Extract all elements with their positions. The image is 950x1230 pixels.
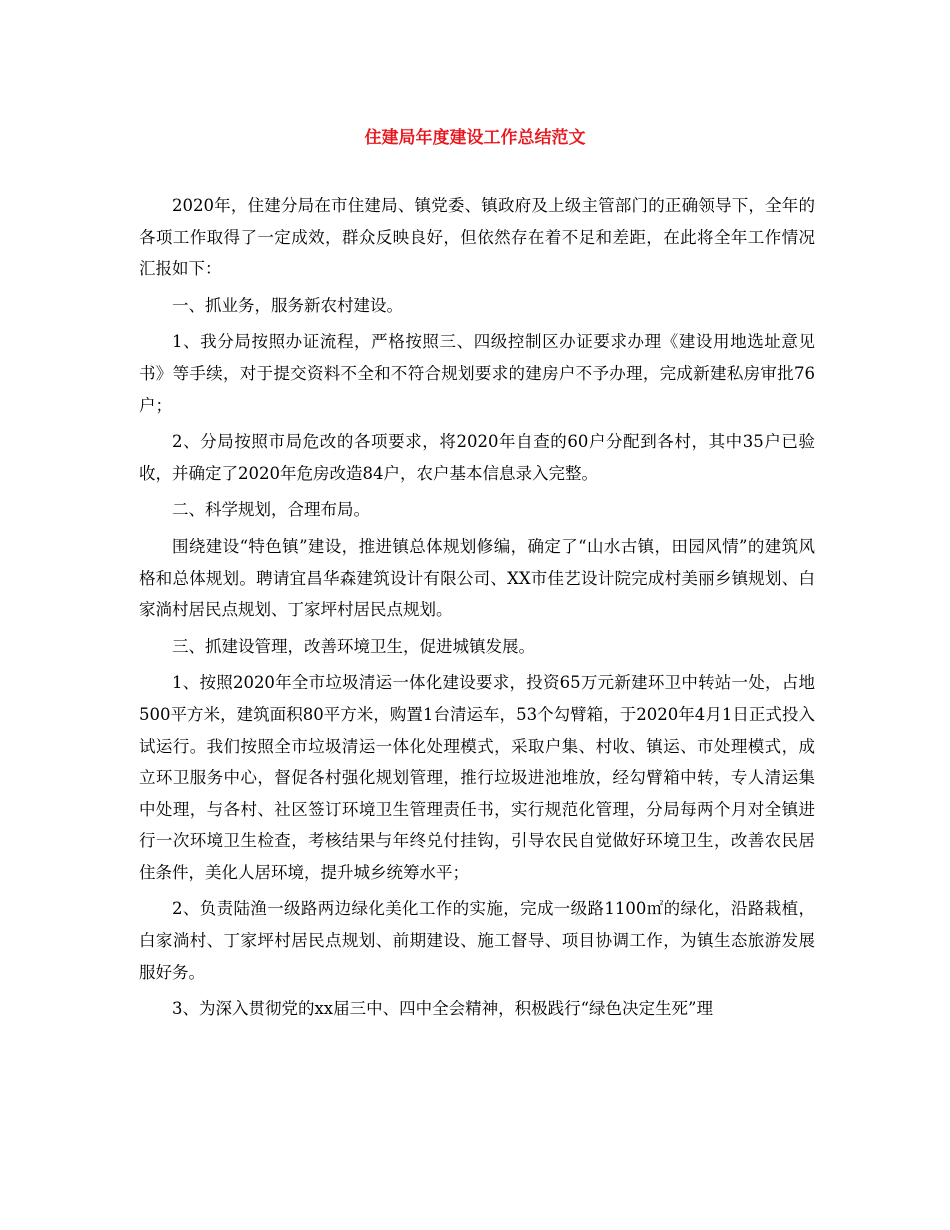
paragraph-1-2: 2、分局按照市局危改的各项要求，将2020年自查的60户分配到各村，其中35户已验收，并确定了2020年危房改造84户，农户基本信息录入完整。 bbox=[139, 432, 815, 483]
paragraph-3-2: 2、负责陆渔一级路两边绿化美化工作的实施，完成一级路1100㎡的绿化，沿路栽植，白家淌村、丁家坪村居民点规划、前期建设、施工督导、项目协调工作，为镇生态旅游发展服好务。 bbox=[139, 899, 815, 982]
section-heading-1: 一、抓业务，服务新农村建设。 bbox=[172, 295, 403, 315]
section-heading-3: 三、抓建设管理，改善环境卫生，促进城镇发展。 bbox=[172, 636, 535, 656]
paragraph-3-1: 1、按照2020年全市垃圾清运一体化建设要求，投资65万元新建环卫中转站一处，占地500平方米，建筑面积80平方米，购置1台清运车，53个勾臂箱，于2020年4月1日正式投入试运行。我们按照全市垃圾清运一体化处理模式，采取户集、村收、镇运、市处理模式，成立环卫服务中心，督促各村强化规划管理，推行垃圾进池堆放，经勾臂箱中转，专人清运集中处理，与各村、社区签订环境卫生管理责任书，实行规范化管理，分局每两个月对全镇进行一次环境卫生检查，考核结果与年终兑付挂钩，引导农民自觉做好环境卫生，改善农民居住条件，美化人居环境，提升城乡统筹水平； bbox=[139, 673, 815, 882]
document-title: 住建局年度建设工作总结范文 bbox=[364, 128, 586, 148]
paragraph-3-3: 3、为深入贯彻党的xx届三中、四中全会精神，积极践行“绿色决定生死”理 bbox=[172, 999, 713, 1019]
section-heading-2: 二、科学规划，合理布局。 bbox=[172, 500, 370, 520]
paragraph-1-1: 1、我分局按照办证流程，严格按照三、四级控制区办证要求办理《建设用地选址意见书》等手续，对于提交资料不全和不符合规划要求的建房户不予办理，完成新建私房审批76户； bbox=[139, 332, 815, 415]
paragraph-intro: 2020年，住建分局在市住建局、镇党委、镇政府及上级主管部门的正确领导下，全年的各项工作取得了一定成效，群众反映良好，但依然存在着不足和差距，在此将全年工作情况汇报如下： bbox=[139, 196, 815, 279]
paragraph-2-1: 围绕建设“特色镇”建设，推进镇总体规划修编，确定了“山水古镇，田园风情”的建筑风格和总体规划。聘请宜昌华森建筑设计有限公司、XX市佳艺设计院完成村美丽乡镇规划、白家淌村居民点规划、丁家坪村居民点规划。 bbox=[139, 536, 815, 620]
document-body bbox=[139, 190, 815, 1030]
